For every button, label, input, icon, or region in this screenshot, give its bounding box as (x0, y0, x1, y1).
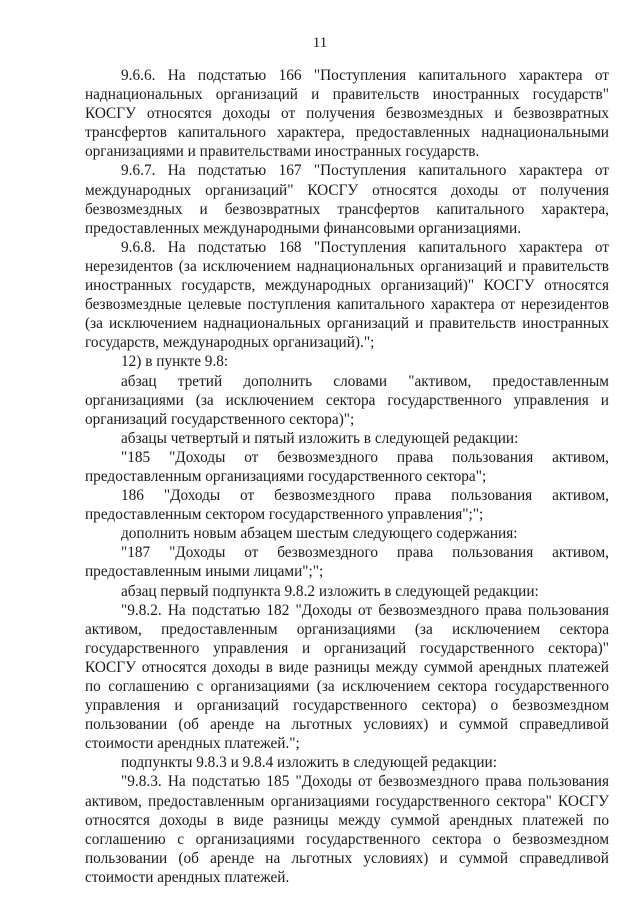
paragraph-abzac-perviy-9-8-2: абзац первый подпункта 9.8.2 изложить в следующей редакции: (121, 582, 539, 600)
paragraph-187: "187 "Доходы от безвозмездного права пользования активом, предоставленным иными лицами";"; (85, 544, 609, 581)
paragraph-9-6-6: 9.6.6. На подстатью 166 "Поступления капитального характера от наднациональных организаций и правительств иностранных государств" КОСГУ относятся доходы от получения безвозмездных и безвозвратных трансфертов капитального характера, предоставленных наднациональными организациями и правительствами иностранных государств. (85, 67, 609, 161)
paragraph-abzac-tretiy: абзац третий дополнить словами "активом, предоставленным организациями (за исключением сектора государственного управления и организаций государственного сектора)"; (85, 372, 609, 428)
page-number: 11 (312, 35, 328, 51)
paragraph-item-12: 12) в пункте 9.8: (121, 353, 229, 371)
paragraph-185: "185 "Доходы от безвозмездного права пользования активом, предоставленным организациями государственного сектора"; (85, 448, 609, 485)
document-body (85, 66, 609, 887)
paragraph-abzacy-4-5: абзацы четвертый и пятый изложить в следующей редакции: (121, 429, 519, 447)
paragraph-9-8-2: "9.8.2. На подстатью 182 "Доходы от безвозмездного права пользования активом, предоставленным организациями (за исключением сектора государственного управления и организаций государственного сектора)" КОСГУ относятся доходы в виде разницы между суммой арендных платежей по соглашению с организациями (за исключением сектора государственного управления и организаций государственного сектора) о безвозмездном пользовании (об аренде на льготных условиях) и суммой справедливой стоимости арендных платежей."; (85, 601, 609, 753)
paragraph-186: 186 "Доходы от безвозмездного права пользования активом, предоставленным сектором государственного управления";"; (85, 487, 609, 524)
paragraph-dopolnit: дополнить новым абзацем шестым следующего содержания: (121, 525, 518, 543)
paragraph-9-6-8: 9.6.8. На подстатью 168 "Поступления капитального характера от нерезидентов (за исключением наднациональных организаций и правительств иностранных государств, международных организаций)" КОСГУ относятся безвозмездные целевые поступления капитального характера от нерезидентов (за исключением наднациональных организаций и правительств иностранных государств, международных организаций)."; (85, 238, 609, 352)
paragraph-podpunkty-9-8-3-9-8-4: подпункты 9.8.3 и 9.8.4 изложить в следующей редакции: (121, 754, 497, 772)
paragraph-9-8-3: "9.8.3. На подстатью 185 "Доходы от безвозмездного права пользования активом, предоставленным организациями государственного сектора" КОСГУ относятся доходы в виде разницы между суммой арендных платежей по соглашению с организациями государственного сектора о безвозмездном пользовании (об аренде на льготных условиях) и суммой справедливой стоимости арендных платежей. (85, 773, 609, 886)
paragraph-9-6-7: 9.6.7. На подстатью 167 "Поступления капитального характера от международных организаций" КОСГУ относятся доходы от получения безвозмездных и безвозвратных трансфертов капитального характера, предоставленных международными финансовыми организациями. (85, 162, 609, 237)
